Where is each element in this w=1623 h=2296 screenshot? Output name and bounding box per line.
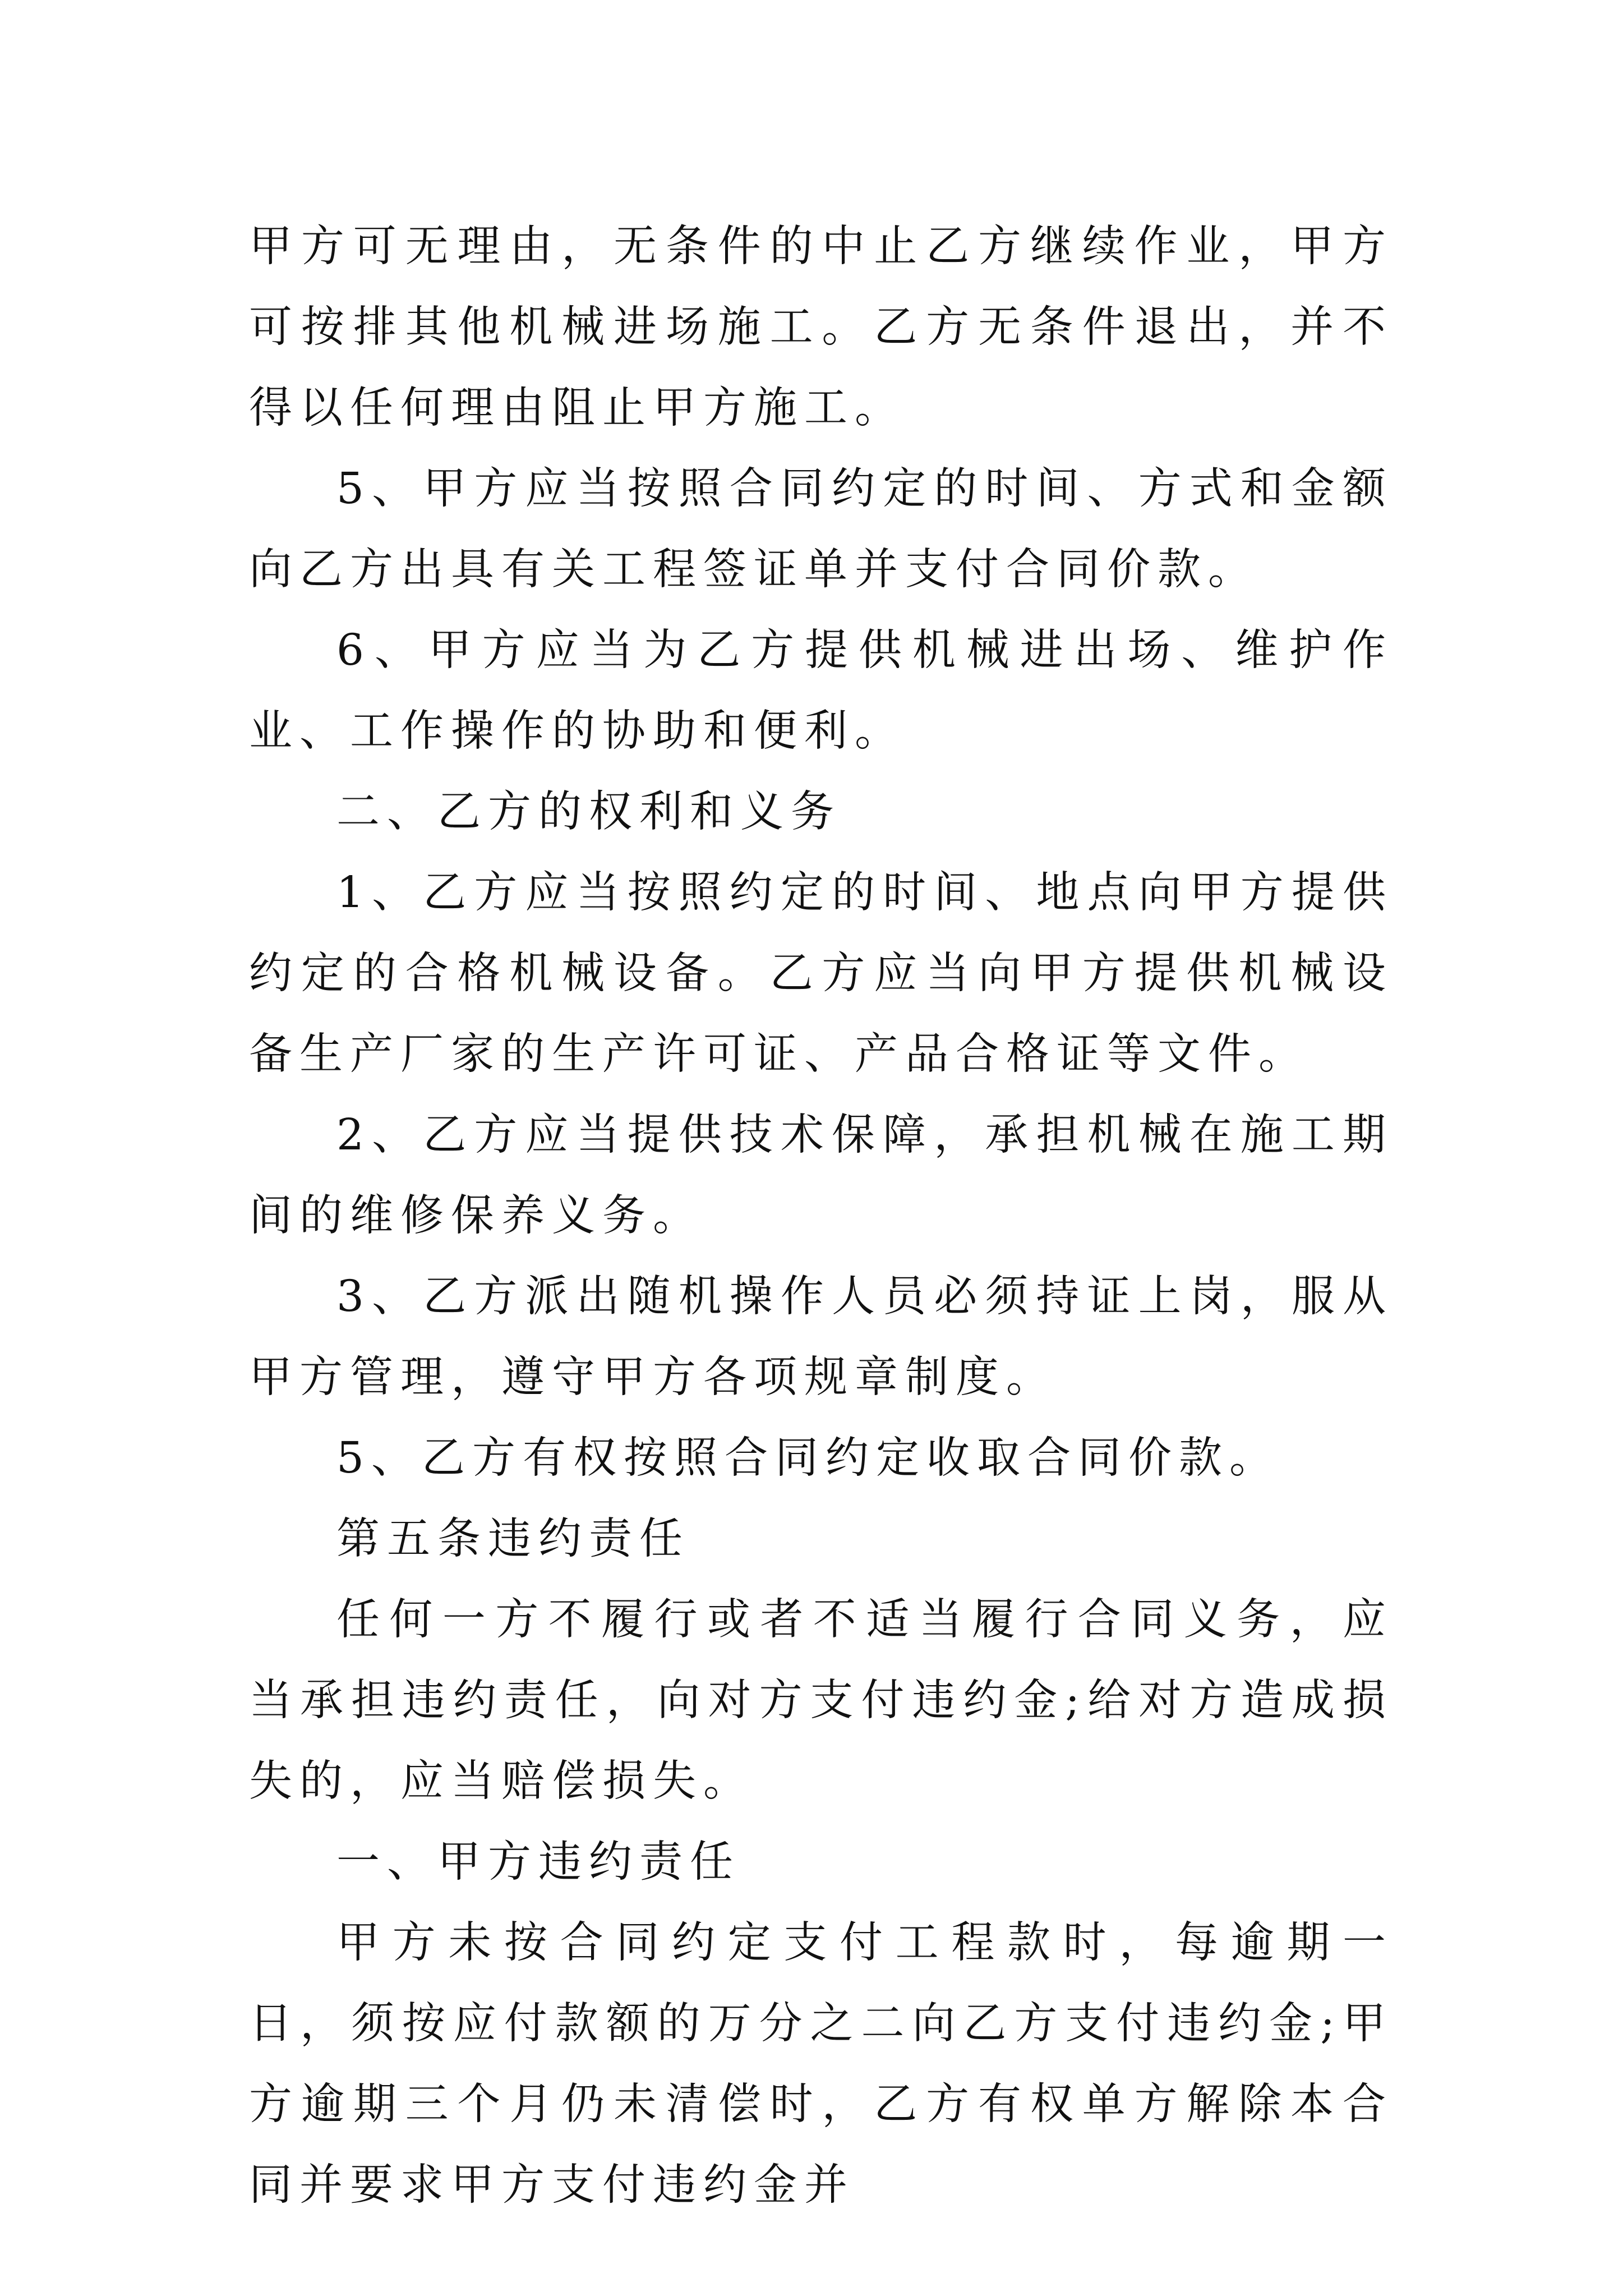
paragraph-party-a-breach: 甲方未按合同约定支付工程款时，每逾期一日，须按应付款额的万分之二向乙方支付违约金;甲方逾期三个月仍未清偿时，乙方有权单方解除本合同并要求甲方支付违约金并	[249, 1918, 1393, 2210]
paragraph-party-b-item-5: 5、乙方有权按照合同约定收取合同价款。	[336, 1433, 1280, 1483]
paragraph-party-b-item-1: 1、乙方应当按照约定的时间、地点向甲方提供约定的合格机械设备。乙方应当向甲方提供机械设备生产厂家的生产许可证、产品合格证等文件。	[249, 868, 1393, 1079]
paragraph-breach-general: 任何一方不履行或者不适当履行合同义务，应当承担违约责任，向对方支付违约金;给对方造成损失的，应当赔偿损失。	[249, 1595, 1393, 1806]
section-heading-party-a-breach: 一、甲方违约责任	[336, 1837, 740, 1887]
paragraph-party-a-item-6: 6、甲方应当为乙方提供机械进出场、维护作业、工作操作的协助和便利。	[249, 625, 1393, 756]
paragraph-party-a-item-5: 5、甲方应当按照合同约定的时间、方式和金额向乙方出具有关工程签证单并支付合同价款。	[249, 464, 1393, 595]
document-body	[249, 206, 1393, 2226]
paragraph-party-b-item-3: 3、乙方派出随机操作人员必须持证上岗，服从甲方管理，遵守甲方各项规章制度。	[249, 1272, 1393, 1402]
article-heading-breach: 第五条违约责任	[336, 1514, 690, 1564]
paragraph-party-b-item-2: 2、乙方应当提供技术保障，承担机械在施工期间的维修保养义务。	[249, 1110, 1393, 1241]
section-heading-party-b: 二、乙方的权利和义务	[336, 787, 841, 837]
paragraph-continuation: 甲方可无理由，无条件的中止乙方继续作业，甲方可按排其他机械进场施工。乙方无条件退出，并不得以任何理由阻止甲方施工。	[249, 222, 1393, 433]
